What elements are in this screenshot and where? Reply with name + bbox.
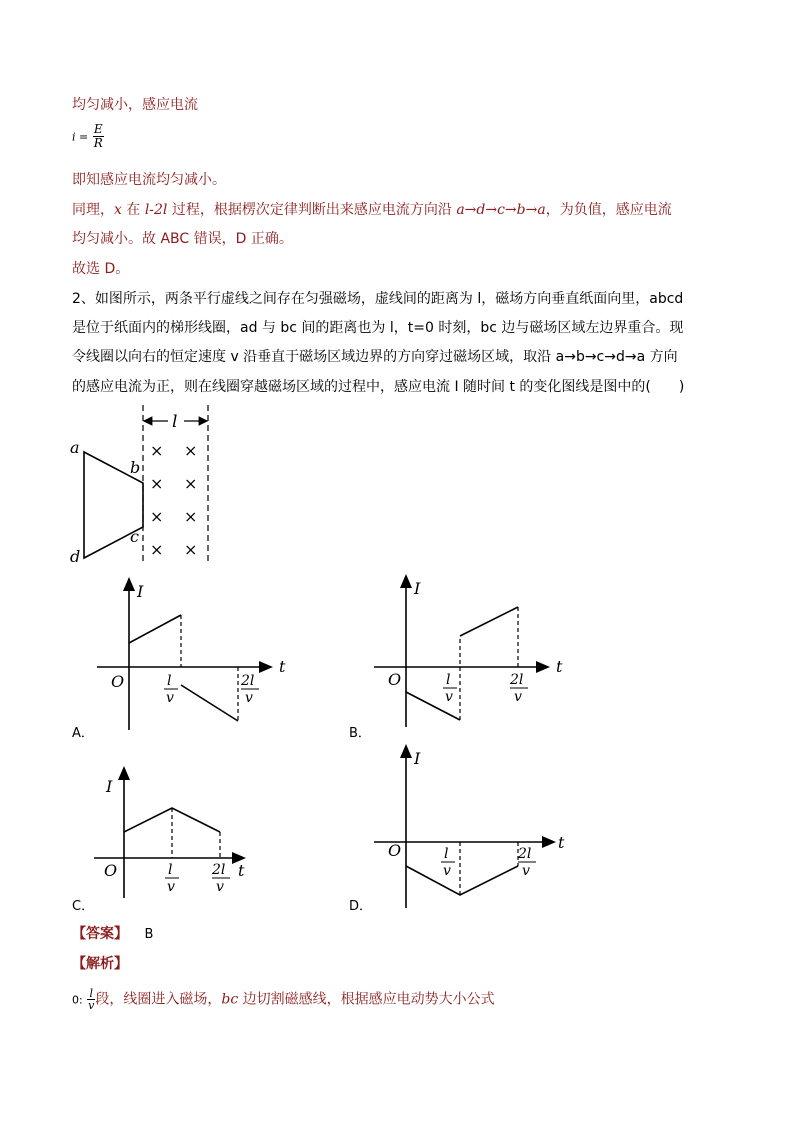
origin-label: O: [111, 672, 125, 691]
field-cross: ×: [150, 474, 164, 493]
field-cross: ×: [184, 474, 198, 493]
field-cross: ×: [184, 441, 198, 460]
prev-line-5: 均匀减小。故 ABC 错误，D 正确。: [72, 231, 293, 247]
i-label: I: [137, 582, 144, 601]
prev-line-3: 即知感应电流均匀减小。: [72, 172, 226, 188]
tick-l-den: v: [445, 689, 453, 705]
question-line-3: 令线圈以向右的恒定速度 v 沿垂直于磁场区域边界的方向穿过磁场区域，取沿 a→b→c→d→a 方向: [72, 349, 678, 365]
prev-line-1: 均匀减小，感应电流: [72, 97, 198, 113]
tick-2l-num: 2l: [510, 672, 524, 688]
tick-l-num: l: [444, 846, 449, 862]
tick-l-den: v: [166, 690, 174, 706]
tick-l-num: l: [168, 862, 173, 878]
formula-i: i = $\frac{E}{R}$: [72, 122, 103, 150]
question-line-2: 是位于纸面内的梯形线圈，ad 与 bc 间的距离也为 l，t=0 时刻，bc 边与磁场区域左边界重合。现: [72, 320, 684, 336]
current-line-2: [181, 685, 238, 721]
tick-l-den: v: [167, 879, 175, 895]
graph-b: [372, 572, 572, 732]
tick-2l-num: 2l: [518, 846, 532, 862]
origin-label: O: [388, 841, 402, 860]
coil-field-figure: [64, 405, 224, 570]
tick-l-num: l: [446, 672, 451, 688]
t-axis-arrow: [542, 836, 556, 848]
label-a: a: [70, 438, 80, 457]
i-label: I: [106, 777, 113, 796]
t-label: t: [279, 657, 286, 676]
answer-line: [72, 924, 153, 945]
option-c-label[interactable]: C．: [72, 899, 95, 914]
graph-a: [95, 575, 295, 735]
i-axis-arrow: [123, 577, 135, 591]
t-axis-arrow: [259, 661, 273, 673]
field-cross: ×: [150, 507, 164, 526]
field-cross: ×: [184, 507, 198, 526]
option-d-label[interactable]: D．: [349, 899, 373, 914]
i-axis-arrow: [118, 766, 130, 780]
field-cross: ×: [150, 441, 164, 460]
option-a-label[interactable]: A．: [72, 726, 94, 741]
i-label: I: [414, 579, 421, 598]
i-axis-arrow: [400, 744, 412, 758]
answer-tag: 【答案】: [72, 926, 128, 942]
field-cross: ×: [184, 540, 198, 559]
fraction-l-over-v: $\frac{l}{v}$: [88, 987, 95, 1012]
current-line: [406, 866, 518, 895]
i-axis-arrow: [400, 574, 412, 588]
current-line-1: [129, 615, 181, 643]
tick-2l-num: 2l: [241, 673, 255, 689]
t-label: t: [238, 861, 245, 880]
graph-c: [92, 750, 292, 900]
analysis-line-1: 0: $\frac{l}{v}$ 段，线圈进入磁场，bc 边切割磁感线，根据感应电动势大小公式: [72, 987, 495, 1012]
question-line-4: 的感应电流为正，则在线圈穿越磁场区域的过程中，感应电流 I 随时间 t 的变化图线是图中的( ): [72, 379, 685, 395]
fraction-e-over-r: $\frac{E}{R}$: [93, 122, 103, 150]
prev-line-4: 同理，x 在 l-2l 过程，根据楞次定律判断出来感应电流方向沿 a→d→c→b→a，为负值，感应电流: [72, 202, 672, 218]
field-cross: ×: [150, 540, 164, 559]
label-c: c: [130, 527, 139, 546]
option-b-label[interactable]: B．: [349, 726, 371, 741]
tick-2l-den: v: [216, 879, 224, 895]
origin-label: O: [388, 670, 402, 689]
width-label-l: l: [172, 412, 178, 432]
prev-line-6: 故选 D。: [72, 261, 130, 277]
label-b: b: [130, 458, 141, 477]
analysis-tag: 【解析】: [72, 956, 128, 972]
tick-2l-num: 2l: [212, 862, 226, 878]
answer-value: B: [144, 927, 154, 942]
i-label: I: [414, 749, 421, 768]
current-line-2: [460, 607, 518, 636]
t-axis-arrow: [536, 661, 550, 673]
tick-2l-den: v: [522, 863, 530, 879]
question-line-1: 2、如图所示，两条平行虚线之间存在匀强磁场，虚线间的距离为 l，磁场方向垂直纸面向里，abcd: [72, 291, 684, 307]
tick-2l-den: v: [514, 689, 522, 705]
tick-2l-den: v: [245, 690, 253, 706]
t-label: t: [558, 833, 565, 852]
graph-d: [372, 742, 572, 912]
tick-l-num: l: [167, 673, 172, 689]
label-d: d: [70, 547, 81, 566]
t-label: t: [556, 657, 563, 676]
origin-label: O: [104, 861, 118, 880]
tick-l-den: v: [443, 863, 451, 879]
